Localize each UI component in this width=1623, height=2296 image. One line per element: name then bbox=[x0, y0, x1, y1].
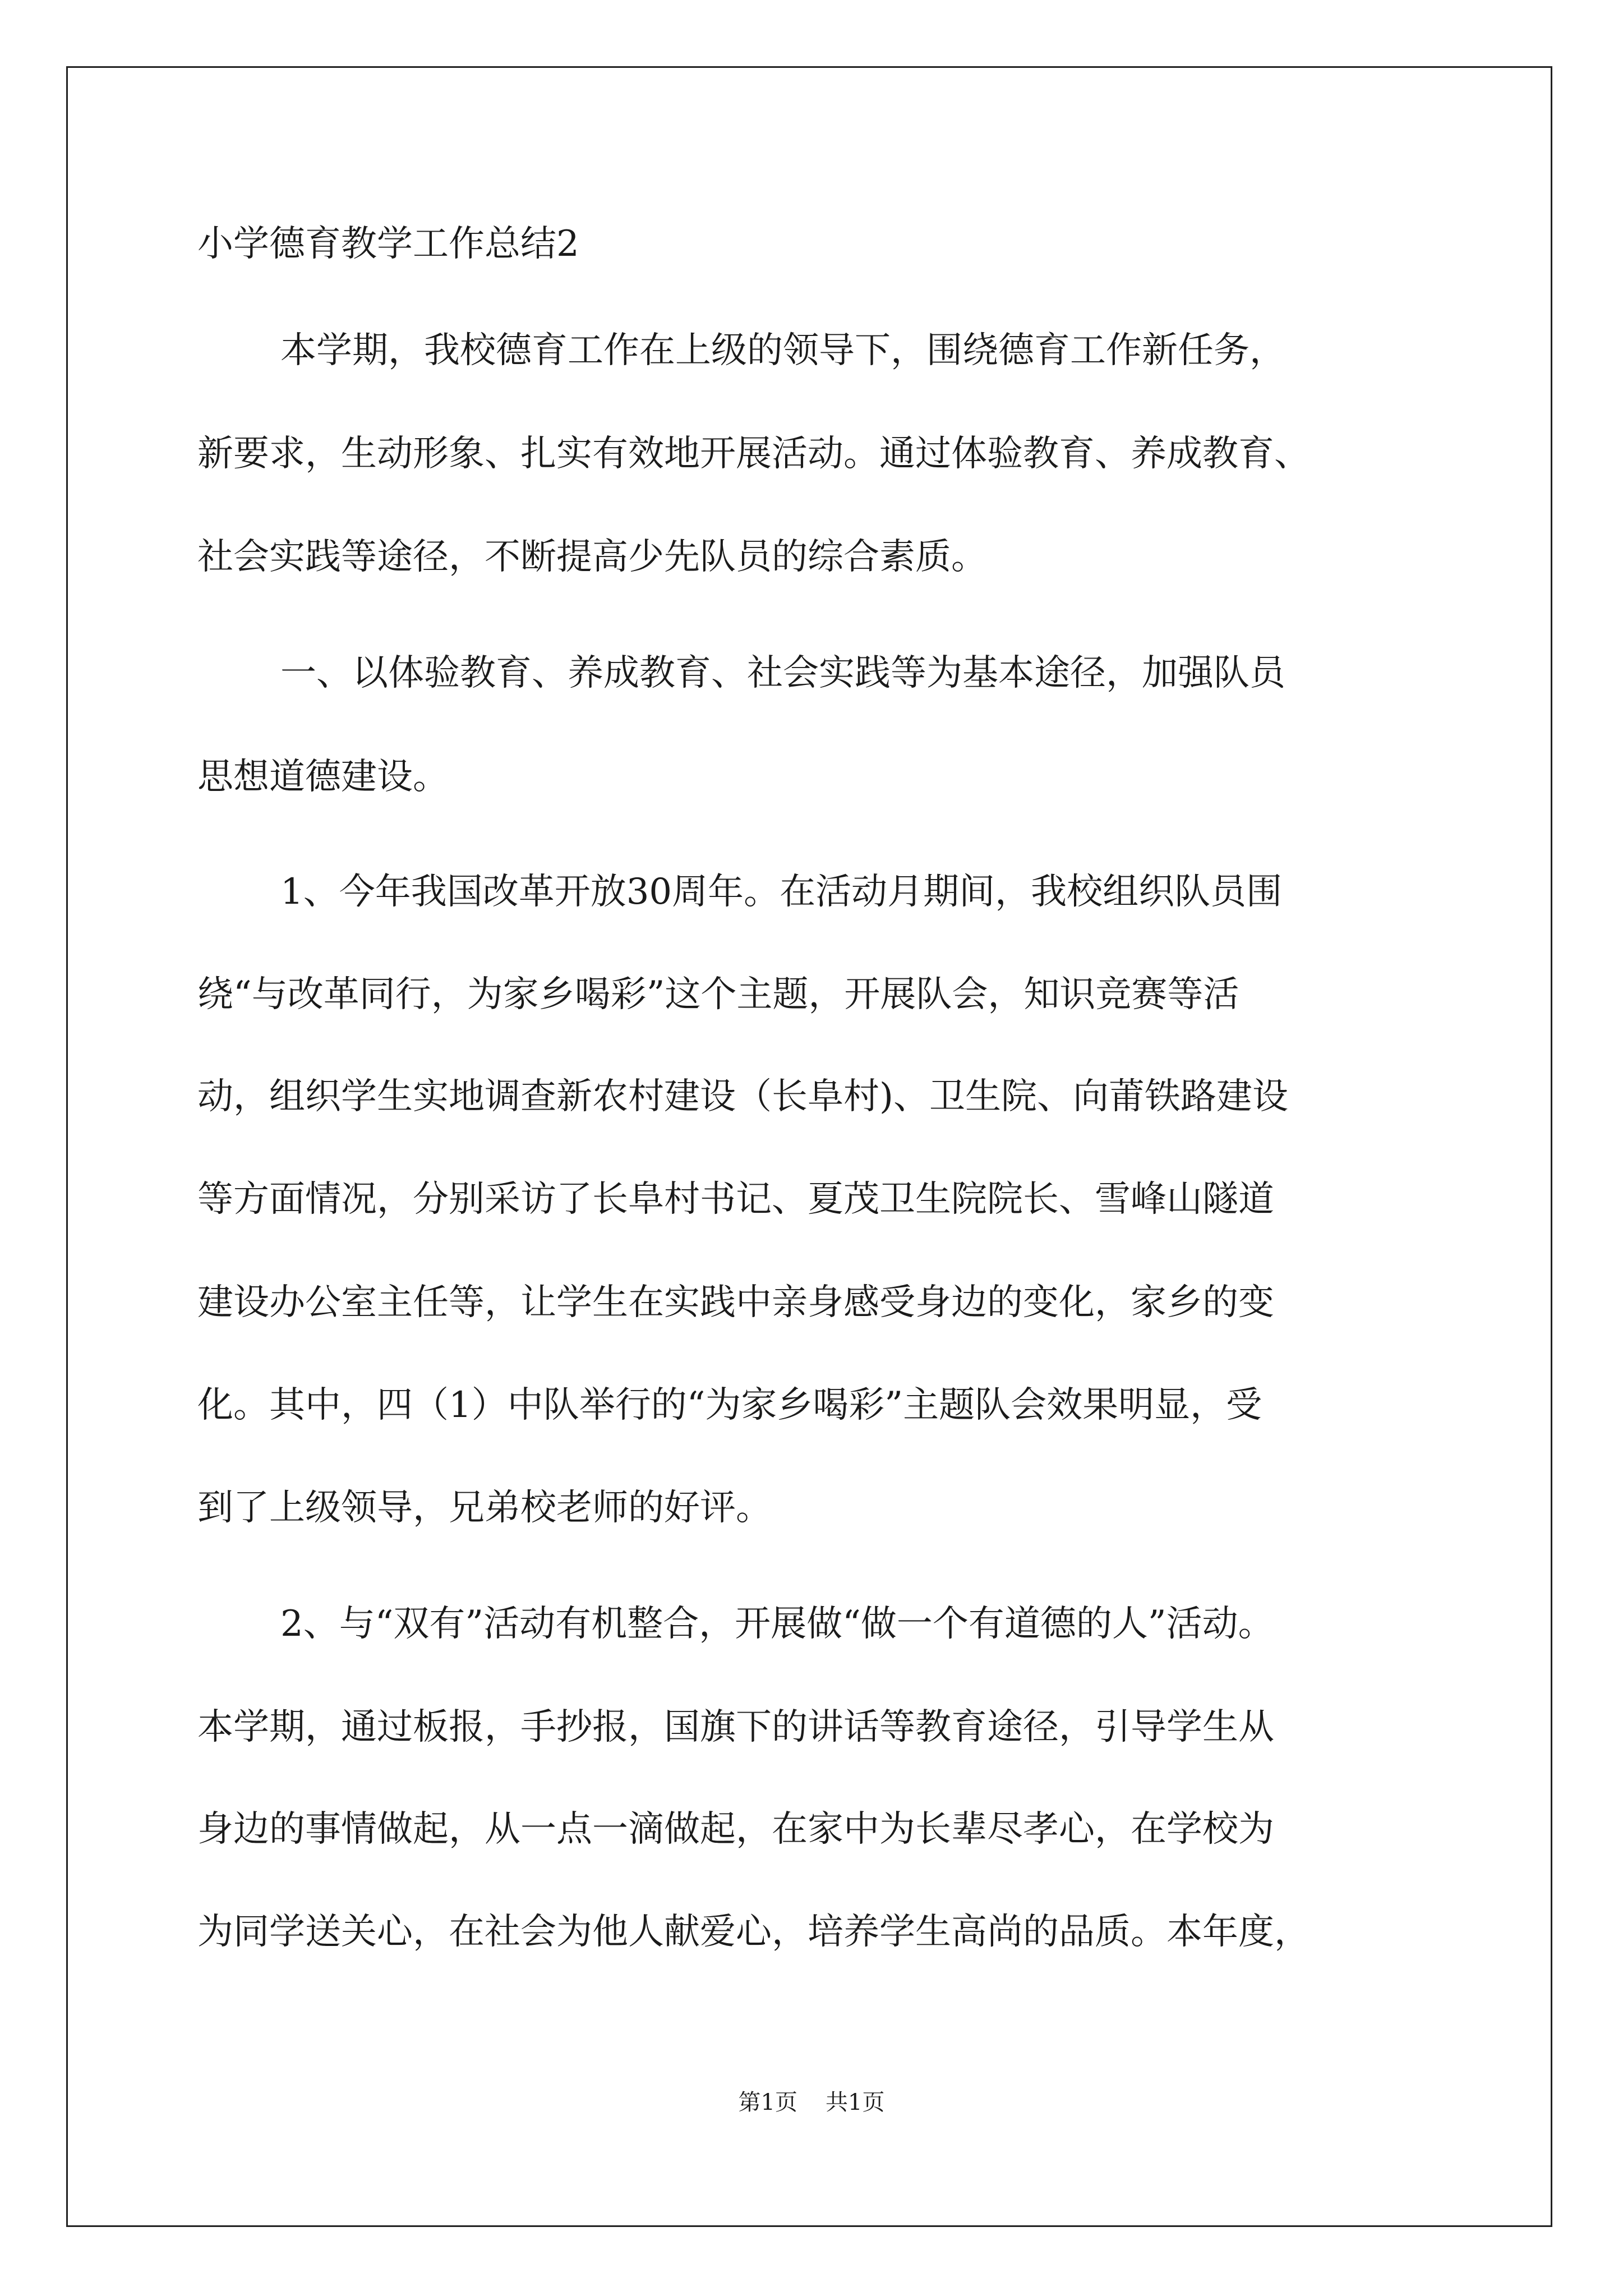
paragraph-line: 身边的事情做起，从一点一滴做起，在家中为长辈尽孝心，在学校为 bbox=[197, 1809, 1274, 1850]
paragraph-line: 为同学送关心，在社会为他人献爱心，培养学生高尚的品质。本年度， bbox=[197, 1911, 1310, 1953]
page-number: 第1页 bbox=[738, 2090, 797, 2115]
paragraph-line: 等方面情况，分别采访了长阜村书记、夏茂卫生院院长、雪峰山隧道 bbox=[197, 1179, 1274, 1220]
page-footer bbox=[0, 2086, 1623, 2119]
paragraph-line: 1、今年我国改革开放30周年。在活动月期间，我校组织队员围 bbox=[280, 871, 1283, 913]
paragraph-line: 化。其中，四（1）中队举行的“为家乡喝彩”主题队会效果明显，受 bbox=[197, 1384, 1262, 1426]
paragraph-line: 新要求，生动形象、扎实有效地开展活动。通过体验教育、养成教育、 bbox=[197, 433, 1310, 475]
paragraph-line: 建设办公室主任等，让学生在实践中亲身感受身边的变化，家乡的变 bbox=[197, 1282, 1274, 1323]
document-title: 小学德育教学工作总结2 bbox=[197, 223, 579, 265]
paragraph-line: 一、以体验教育、养成教育、社会实践等为基本途径，加强队员 bbox=[280, 652, 1285, 694]
paragraph-line: 动，组织学生实地调查新农村建设（长阜村)、卫生院、向莆铁路建设 bbox=[197, 1076, 1288, 1117]
paragraph-line: 到了上级领导，兄弟校老师的好评。 bbox=[197, 1487, 772, 1529]
page-border bbox=[66, 66, 1552, 2227]
paragraph-line: 社会实践等途径，不断提高少先队员的综合素质。 bbox=[197, 536, 987, 578]
paragraph-line: 2、与“双有”活动有机整合，开展做“做一个有道德的人”活动。 bbox=[280, 1603, 1274, 1645]
paragraph-line: 本学期，我校德育工作在上级的领导下，围绕德育工作新任务， bbox=[280, 330, 1285, 371]
paragraph-line: 绕“与改革同行，为家乡喝彩”这个主题，开展队会，知识竞赛等活 bbox=[197, 974, 1239, 1015]
paragraph-line: 思想道德建设。 bbox=[197, 756, 449, 798]
page-total: 共1页 bbox=[826, 2090, 885, 2115]
paragraph-line: 本学期，通过板报，手抄报，国旗下的讲话等教育途径，引导学生从 bbox=[197, 1706, 1274, 1748]
